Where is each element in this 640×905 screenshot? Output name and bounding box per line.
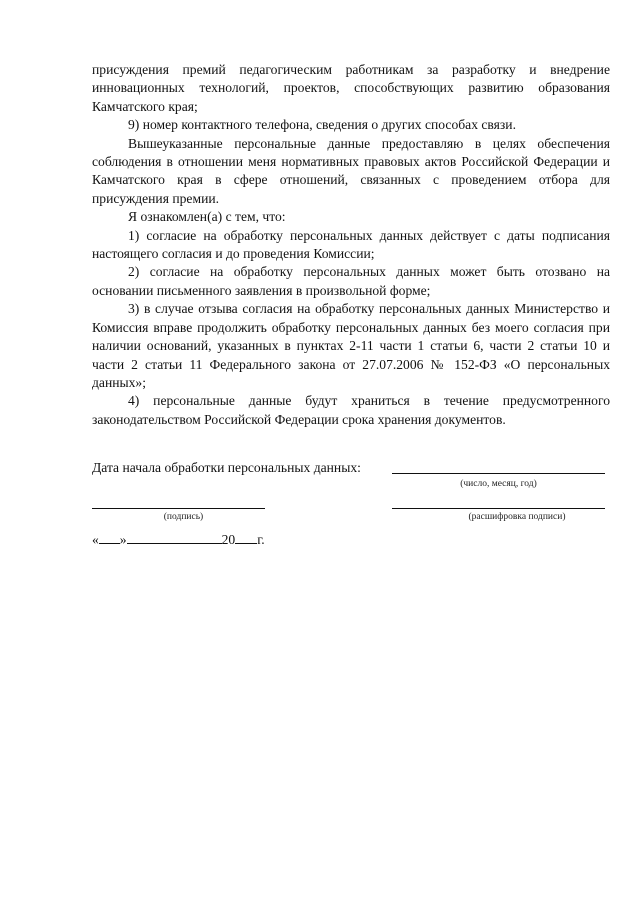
paragraph-term-2: 2) согласие на обработку персональных данных может быть отозвано на основании письменного заявления в произвольной форме; [92,264,610,298]
signature-decode-field[interactable] [392,508,605,509]
paragraph-term-4: 4) персональные данные будут храниться в течение предусмотренного законодательством Российской Федерации срока хранения документов. [92,393,610,427]
date-open-quote: « [92,532,99,547]
signature-decode-caption: (расшифровка подписи) [468,512,566,522]
paragraph-purpose: Вышеуказанные персональные данные предоставляю в целях обеспечения соблюдения в отношении меня нормативных правовых актов Российской Федерации и Камчатского края в сфере отношений, связанных с проведением отбора для присуждения премии. [92,135,610,206]
signing-date-row [92,530,265,549]
paragraph-prize-continuation: присуждения премий педагогическим работникам за разработку и внедрение инновационных технологий, проектов, способствующих развитию образования Камчатского края; [92,62,610,114]
signature-field[interactable] [92,508,265,509]
start-date-label: Дата начала обработки персональных данных: [92,460,361,475]
date-year-suffix: г. [257,532,265,547]
year-blank-field[interactable] [235,530,257,544]
signature-caption: (подпись) [163,512,204,522]
consent-body-text [92,61,610,429]
day-blank-field[interactable] [99,530,120,544]
date-century: 20 [221,532,236,547]
month-blank-field[interactable] [127,530,222,544]
paragraph-item-9-phone: 9) номер контактного телефона, сведения о других способах связи. [128,117,516,133]
paragraph-term-3: 3) в случае отзыва согласия на обработку персональных данных Министерство и Комиссия вправе продолжить обработку персональных данных без моего согласия при наличии оснований, указанных в пунктах 2-11 части 1 статьи 6, части 2 статьи 10 и части 2 статьи 11 Федерального закона от 27.07.2006 № 152-ФЗ «О персональных данных»; [92,301,610,390]
start-date-field[interactable] [392,473,605,474]
date-close-quote: » [119,532,127,547]
paragraph-acknowledgement: Я ознакомлен(а) с тем, что: [128,209,286,225]
paragraph-term-1: 1) согласие на обработку персональных данных действует с даты подписания настоящего согласия и до проведения Комиссии; [92,227,610,262]
start-date-caption: (число, месяц, год) [460,479,537,489]
